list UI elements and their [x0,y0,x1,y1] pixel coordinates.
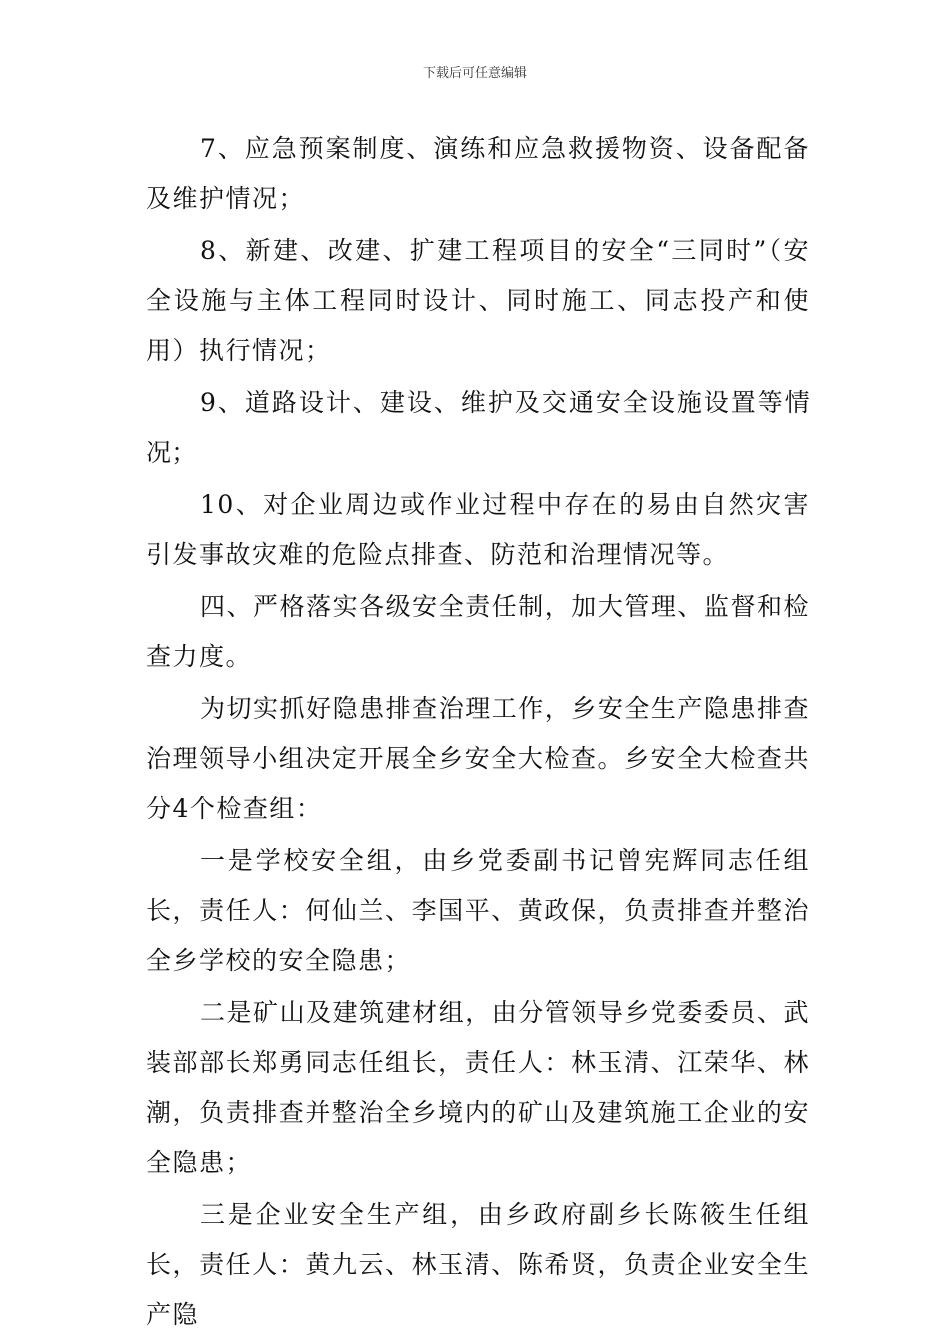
paragraph-section-four: 四、严格落实各级安全责任制，加大管理、监督和检查力度。 [146,592,810,671]
document-body [146,124,810,1342]
page-header: 下载后可任意编辑 [422,66,527,81]
paragraph-item-8: 8、新建、改建、扩建工程项目的安全“三同时”（安全设施与主体工程同时设计、同时施工、同志投产和使用）执行情况； [146,236,810,365]
paragraph-item-9: 9、道路设计、建设、维护及交通安全设施设置等情况； [146,388,810,467]
paragraph-group-mining: 二是矿山及建筑建材组，由分管领导乡党委委员、武装部部长郑勇同志任组长，责任人：林玉清、江荣华、林潮，负责排查并整治全乡境内的矿山及建筑施工企业的安全隐患； [146,998,810,1177]
paragraph-inspection-intro: 为切实抓好隐患排查治理工作，乡安全生产隐患排查治理领导小组决定开展全乡安全大检查。乡安全大检查共分4个检查组： [146,694,810,823]
paragraph-item-7: 7、应急预案制度、演练和应急救援物资、设备配备及维护情况； [146,134,810,213]
paragraph-item-10: 10、对企业周边或作业过程中存在的易由自然灾害引发事故灾难的危险点排查、防范和治理情况等。 [146,490,810,569]
paragraph-group-enterprise: 三是企业安全生产组，由乡政府副乡长陈筱生任组长，责任人：黄九云、林玉清、陈希贤，负责企业安全生产隐 [146,1200,810,1329]
paragraph-group-school: 一是学校安全组，由乡党委副书记曾宪辉同志任组长，责任人：何仙兰、李国平、黄政保，负责排查并整治全乡学校的安全隐患； [146,846,810,975]
